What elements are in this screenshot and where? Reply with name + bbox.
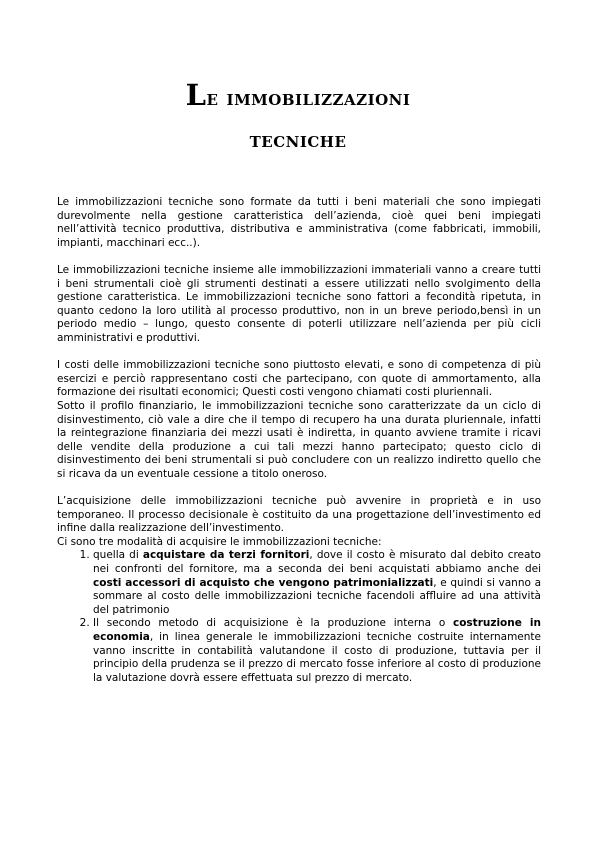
list-item-1 — [93, 549, 541, 617]
paragraph-3: I costi delle immobilizzazioni tecniche sono piuttosto elevati, e sono di competenza di più esercizi e perciò rappresentano costi che partecipano, con quote di ammortamento, alla formazione dei risultati economici; Questi costi vengono chiamati costi pluriennali. — [57, 359, 541, 399]
paragraph-1: Le immobilizzazioni tecniche sono formate da tutti i beni materiali che sono impiegati durevolmente nella gestione caratteristica dell’azienda, cioè quei beni impiegati nell’attività tecnico produttiva, distributiva e amministrativa (come fabbricati, immobili, impianti, macchinari ecc..). — [57, 196, 541, 249]
list-item-1-text-c: , e quindi si vanno a sommare al costo delle immobilizzazioni tecniche facendoli affluire ad una attività del patrimonio — [93, 576, 542, 616]
list-item-2-bold-a: costruzione in economia — [93, 617, 541, 643]
title-line1-rest: e immobilizzazioni — [206, 85, 411, 111]
list-item-1-text-a: quella di — [93, 549, 143, 562]
title-line2: tecniche — [249, 127, 347, 153]
list-item-2-text-a: Il secondo metodo di acquisizione è la produzione interna o — [93, 617, 453, 630]
paragraph-6: Ci sono tre modalità di acquisire le immobilizzazioni tecniche: — [57, 535, 382, 548]
list-item-1-text-b: , dove il costo è misurato dal debito creato nei confronti del fornitore, ma a seconda dei beni acquistati abbiamo anche dei — [93, 549, 541, 576]
list-item-2 — [93, 617, 541, 685]
paragraph-4: Sotto il profilo finanziario, le immobilizzazioni tecniche sono caratterizzate da un ciclo di disinvestimento, ciò vale a dire che il tempo di recupero ha una durata pluriennale, infatti la reintegrazione finanziaria dei mezzi usati è indiretta, in quanto avviene tramite i ricavi delle vendite della produzione a cui tali mezzi hanno partecipato; questo ciclo di disinvestimento dei beni strumentali si può concludere con un realizzo indiretto quello che si ricava da un eventuale cessione a titolo oneroso. — [57, 399, 541, 480]
list-item-2-text-b: , in linea generale le immobilizzazioni tecniche costruite internamente vanno inscritte in contabilità valutandone il costo di produzione, tuttavia per il principio della prudenza se il prezzo di mercato fosse inferiore al costo di produzione la valutazione dovrà essere effettuata sul prezzo di mercato. — [93, 631, 541, 684]
list-item-1-bold-a: acquistare da terzi fornitori — [142, 549, 310, 562]
paragraph-5: L’acquisizione delle immobilizzazioni tecniche può avvenire in proprietà e in uso temporaneo. Il processo decisionale è costituito da una progettazione dell’investimento ed infine dalla realizzazione dell’investimento. — [57, 495, 541, 535]
paragraph-2: Le immobilizzazioni tecniche insieme alle immobilizzazioni immateriali vanno a creare tutti i beni strumentali cioè gli strumenti destinati a essere utilizzati nello svolgimento della gestione caratteristica. Le immobilizzazioni tecniche sono fattori a fecondità ripetuta, in quanto cedono la loro utilità al processo produttivo, non in un breve periodo,bensì in un periodo medio – lungo, questo consente di poterli utilizzare nell’azienda per più cicli amministrativi e produttivi. — [57, 263, 541, 344]
acquisition-methods-list — [57, 549, 541, 685]
page-title — [0, 74, 596, 161]
list-item-1-bold-b: costi accessori di acquisto che vengono patrimonializzati — [93, 576, 434, 589]
document-body — [57, 196, 541, 685]
title-first-letter: L — [185, 78, 207, 112]
